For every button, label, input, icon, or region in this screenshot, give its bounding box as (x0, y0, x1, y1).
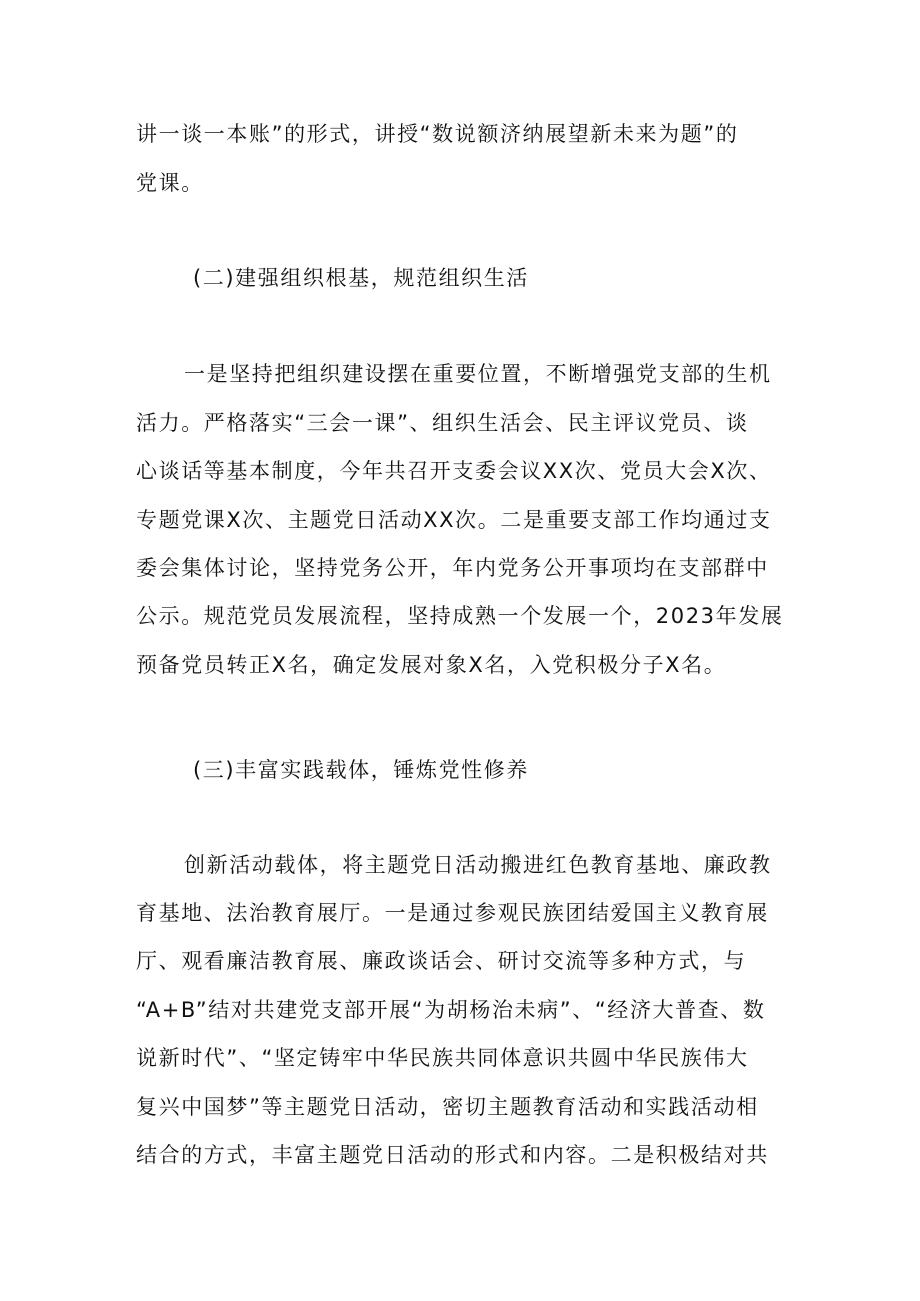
section-heading: (三)丰富实践载体，锤炼党性修养 (193, 758, 529, 782)
paragraph-line: 预备党员转正X名，确定发展对象X名，入党积极分子X名。 (136, 653, 727, 677)
paragraph-line: 公示。规范党员发展流程，坚持成熟一个发展一个，2023年发展 (136, 604, 784, 628)
paragraph-line: 说新时代”、“坚定铸牢中华民族共同体意识共圆中华民族伟大 (136, 1046, 749, 1070)
paragraph-line: 心谈话等基本制度，今年共召开支委会议XX次、党员大会X次、 (136, 459, 772, 483)
paragraph-line: 活力。严格落实“三会一课”、组织生活会、民主评议党员、谈 (136, 411, 749, 435)
paragraph-line: 创新活动载体，将主题党日活动搬进红色教育基地、廉政教 (184, 853, 772, 877)
paragraph-line: 讲一谈一本账”的形式，讲授“数说额济纳展望新未来为题”的 (136, 122, 739, 146)
section-heading: (二)建强组织根基，规范组织生活 (193, 266, 529, 290)
paragraph-line: 复兴中国梦”等主题党日活动，密切主题教育活动和实践活动相 (136, 1095, 759, 1119)
paragraph-line: 厅、观看廉洁教育展、廉政谈话会、研讨交流等多种方式，与 (136, 949, 747, 973)
paragraph-line: 育基地、法治教育展厅。一是通过参观民族团结爱国主义教育展 (136, 901, 769, 925)
paragraph-line: 一是坚持把组织建设摆在重要位置，不断增强党支部的生机 (184, 362, 772, 386)
paragraph-line: 委会集体讨论，坚持党务公开，年内党务公开事项均在支部群中 (136, 556, 769, 580)
paragraph-line: 专题党课X次、主题党日活动XX次。二是重要支部工作均通过支 (136, 508, 772, 532)
paragraph-line: 结合的方式，丰富主题党日活动的形式和内容。二是积极结对共 (136, 1143, 769, 1167)
paragraph-line: 党课。 (136, 171, 204, 195)
paragraph-line: “A+B”结对共建党支部开展“为胡杨治未病”、“经济大普查、数 (136, 998, 766, 1022)
